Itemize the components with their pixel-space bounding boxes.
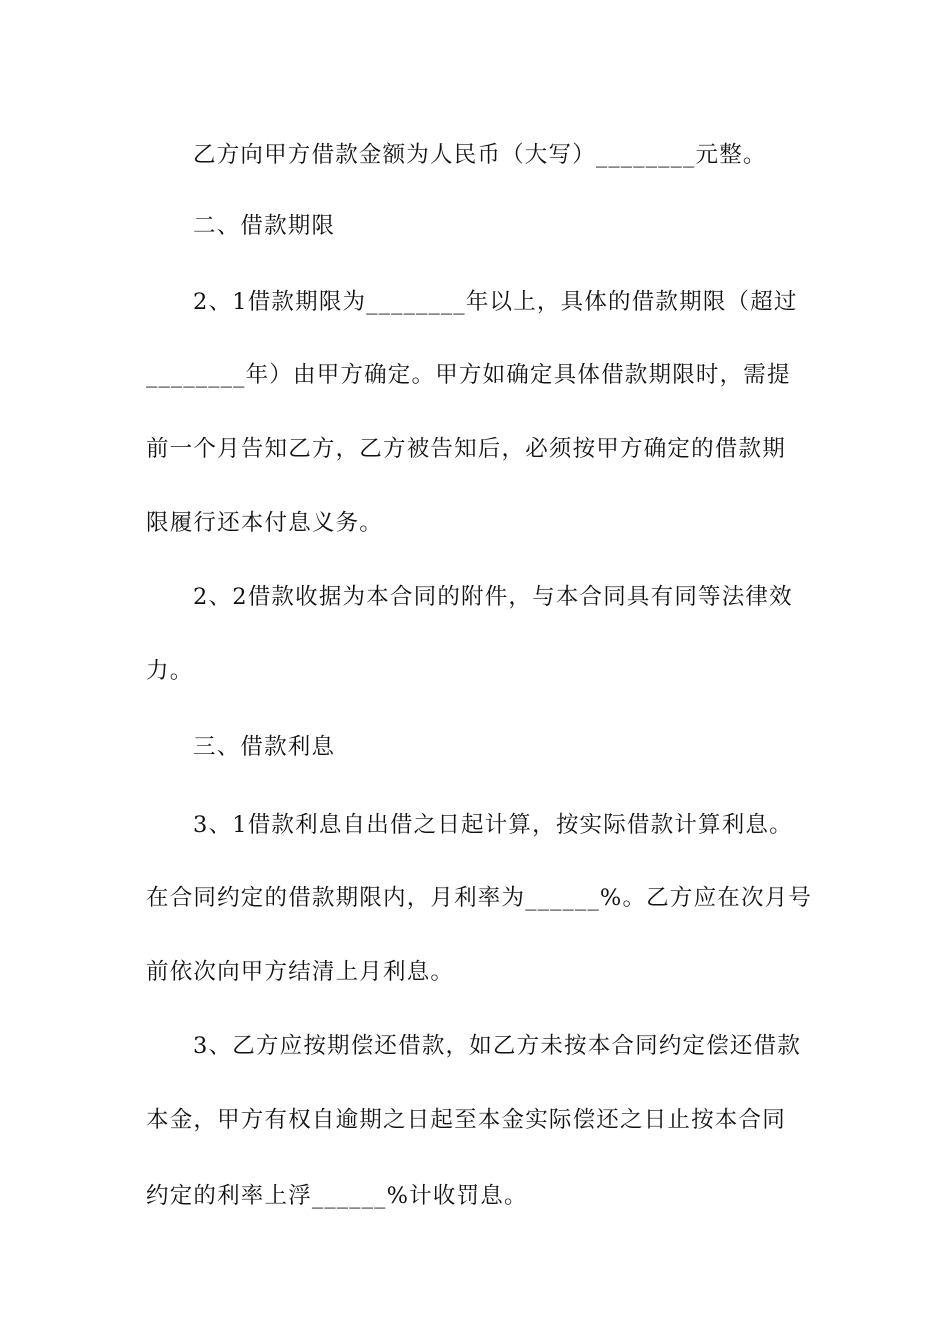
clause-2-1-line-3: 前一个月告知乙方，乙方被告知后，必须按甲方确定的借款期 — [146, 436, 786, 462]
section-heading-loan-term: 二、借款期限 — [193, 213, 336, 239]
clause-2-2-line-2: 力。 — [146, 658, 194, 684]
clause-3-line-2: 本金，甲方有权自逾期之日起至本金实际偿还之日止按本合同 — [146, 1107, 786, 1133]
clause-3-1-line-2: 在合同约定的借款期限内，月利率为______%。乙方应在次月号 — [146, 885, 813, 911]
paragraph-loan-amount: 乙方向甲方借款金额为人民币（大写）________元整。 — [193, 142, 767, 168]
clause-3-1-line-3: 前依次向甲方结清上月利息。 — [146, 959, 455, 985]
clause-3-1-line-1: 3、1借款利息自出借之日起计算，按实际借款计算利息。 — [193, 812, 793, 838]
clause-2-1-line-4: 限履行还本付息义务。 — [146, 510, 384, 536]
clause-3-line-3: 约定的利率上浮______%计收罚息。 — [146, 1183, 528, 1209]
clause-3-line-1: 3、乙方应按期偿还借款，如乙方未按本合同约定偿还借款 — [193, 1033, 802, 1059]
clause-2-1-line-2: ________年）由甲方确定。甲方如确定具体借款期限时，需提 — [146, 362, 791, 388]
clause-2-2-line-1: 2、2借款收据为本合同的附件，与本合同具有同等法律效 — [193, 584, 793, 610]
section-heading-loan-interest: 三、借款利息 — [193, 734, 336, 760]
clause-2-1-line-1: 2、1借款期限为________年以上，具体的借款期限（超过 — [193, 289, 798, 315]
